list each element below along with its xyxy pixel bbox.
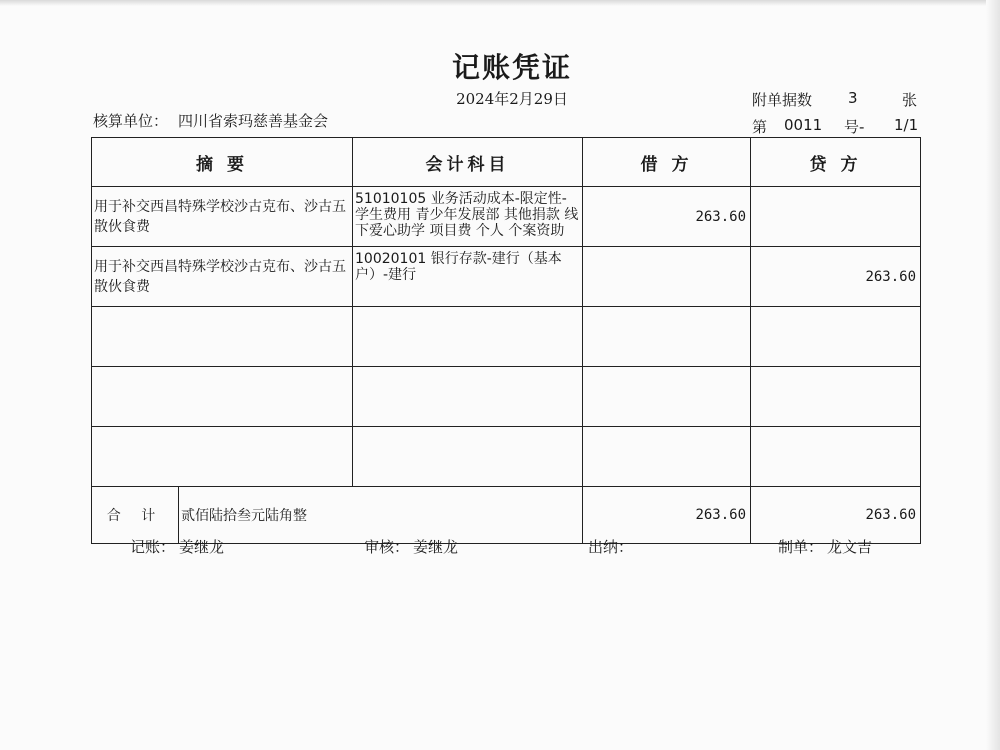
row-credit <box>751 187 921 247</box>
total-amount-words: 贰佰陆拾叁元陆角整 <box>179 487 583 544</box>
row-debit <box>583 247 751 307</box>
voucher-prefix: 第 <box>752 118 768 136</box>
footer-bookkeeper <box>130 536 224 557</box>
table-row <box>92 187 921 247</box>
voucher-page: 1/1 <box>894 116 919 134</box>
row-debit: 263.60 <box>583 187 751 247</box>
attachment-label: 附单据数 <box>752 91 813 109</box>
accounting-unit <box>93 110 328 131</box>
row-summary <box>92 427 353 487</box>
header-account: 会计科目 <box>353 138 583 187</box>
footer-preparer <box>778 536 872 557</box>
row-debit <box>583 307 751 367</box>
table-row <box>92 307 921 367</box>
voucher-title: 记账凭证 <box>451 51 572 84</box>
reviewer-name: 姜继龙 <box>413 538 459 556</box>
table-header-row <box>92 138 921 187</box>
row-summary <box>92 307 353 367</box>
footer-cashier <box>588 536 637 557</box>
footer-reviewer <box>364 536 458 557</box>
table-row <box>92 367 921 427</box>
header-debit: 借 方 <box>583 138 751 187</box>
voucher-no: 0011 <box>784 116 823 134</box>
bookkeeper-label: 记账： <box>130 538 176 556</box>
row-credit <box>751 307 921 367</box>
total-label: 合 计 <box>92 487 179 544</box>
row-account: 10020101 银行存款-建行（基本户）-建行 <box>353 247 583 307</box>
row-summary <box>92 367 353 427</box>
row-account: 51010105 业务活动成本-限定性-学生费用 青少年发展部 其他捐款 线下爱心助学 项目费 个人 个案资助 <box>353 187 583 247</box>
row-account <box>353 427 583 487</box>
row-credit: 263.60 <box>751 247 921 307</box>
row-debit <box>583 367 751 427</box>
accounting-unit-name: 四川省索玛慈善基金会 <box>178 112 329 130</box>
reviewer-label: 审核： <box>364 538 410 556</box>
cashier-label: 出纳： <box>588 538 634 556</box>
attachment-count <box>752 89 922 110</box>
scan-edge-top <box>0 0 1000 6</box>
row-summary: 用于补交西昌特殊学校沙古克布、沙古五散伙食费 <box>92 187 353 247</box>
total-debit: 263.60 <box>583 487 751 544</box>
table-row <box>92 427 921 487</box>
header-summary: 摘 要 <box>92 138 353 187</box>
row-debit <box>583 427 751 487</box>
table-row <box>92 247 921 307</box>
header-credit: 贷 方 <box>751 138 921 187</box>
attachment-unit: 张 <box>902 91 918 109</box>
total-row <box>92 487 921 544</box>
row-summary: 用于补交西昌特殊学校沙古克布、沙古五散伙食费 <box>92 247 353 307</box>
voucher-date: 2024年2月29日 <box>456 90 568 108</box>
row-account <box>353 307 583 367</box>
bookkeeper-name: 姜继龙 <box>179 538 225 556</box>
preparer-label: 制单： <box>778 538 824 556</box>
scan-edge-right <box>986 0 1000 750</box>
attachment-number: 3 <box>848 89 858 107</box>
voucher-table <box>91 137 921 544</box>
row-credit <box>751 427 921 487</box>
voucher-suffix: 号- <box>844 118 865 136</box>
total-credit: 263.60 <box>751 487 921 544</box>
accounting-unit-label: 核算单位： <box>93 112 169 130</box>
row-credit <box>751 367 921 427</box>
preparer-name: 龙文吉 <box>827 538 873 556</box>
row-account <box>353 367 583 427</box>
